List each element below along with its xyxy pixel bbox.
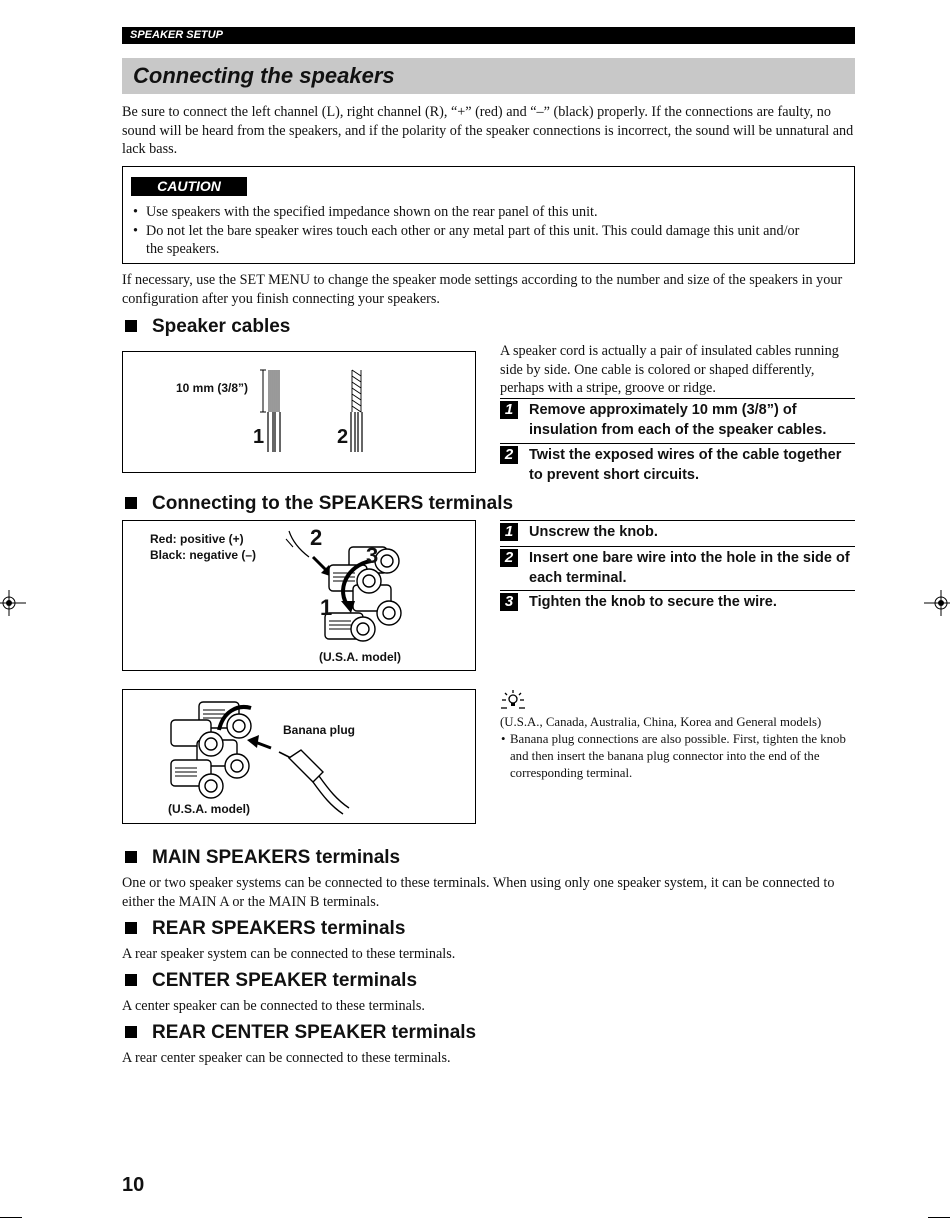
- terminal-step-1: [500, 520, 855, 545]
- caution-item: • Do not let the bare speaker wires touch each other or any metal part of this unit. This could damage this unit and/or the speakers.: [130, 222, 820, 259]
- rear-center-speaker-heading: REAR CENTER SPEAKER terminals: [122, 1021, 476, 1045]
- trim-line-right: [928, 1217, 950, 1218]
- terminal-illustration: [123, 521, 475, 670]
- center-speaker-text: A center speaker can be connected to these terminals.: [122, 998, 425, 1014]
- step-number: 2: [500, 446, 518, 464]
- section-header: SPEAKER SETUP: [122, 27, 855, 44]
- step-text: Remove approximately 10 mm (3/8”) of insulation from each of the speaker cables.: [529, 402, 827, 438]
- terminal-connection-figure: [122, 520, 476, 671]
- heading-bullet-icon: [125, 851, 137, 863]
- banana-plug-figure: [122, 689, 476, 824]
- banana-plug-label: Banana plug: [283, 723, 356, 737]
- main-speakers-heading: MAIN SPEAKERS terminals: [122, 846, 400, 870]
- step-text: Twist the exposed wires of the cable together to prevent short circuits.: [529, 447, 842, 483]
- step-number: 1: [500, 523, 518, 541]
- terminal-step-3: [500, 590, 855, 615]
- speaker-cord-description: A speaker cord is actually a pair of insulated cables running side by side. One cable is colored or shaped differently, perhaps with a stripe, groove or ridge.: [500, 343, 839, 396]
- step-text: Tighten the knob to secure the wire.: [529, 594, 777, 610]
- insulation-length-label: 10 mm (3/8”): [176, 381, 249, 395]
- step-number: 1: [500, 401, 518, 419]
- banana-note-item: • Banana plug connections are also possible. First, tighten the knob and then insert the banana plug connector into the end of the corresponding terminal.: [498, 731, 852, 782]
- banana-note-list: [498, 731, 852, 782]
- step-text: Unscrew the knob.: [529, 524, 658, 540]
- cable-illustration: [123, 352, 475, 472]
- trim-line-left: [0, 1217, 22, 1218]
- cable-1-label: 1: [253, 426, 265, 448]
- rear-speakers-heading: REAR SPEAKERS terminals: [122, 917, 405, 941]
- red-positive-label: Red: positive (+): [150, 532, 244, 546]
- heading-bullet-icon: [125, 922, 137, 934]
- black-negative-label: Black: negative (–): [150, 548, 257, 562]
- registration-mark-left: [0, 590, 26, 616]
- terminal-step-2: [500, 546, 855, 589]
- heading-bullet-icon: [125, 320, 137, 332]
- model-label: (U.S.A. model): [168, 802, 251, 816]
- center-speaker-heading: CENTER SPEAKER terminals: [122, 969, 417, 993]
- page-number: 10: [122, 1174, 145, 1196]
- heading-bullet-icon: [125, 974, 137, 986]
- terminals-heading: Connecting to the SPEAKERS terminals: [122, 492, 513, 516]
- step-text: Insert one bare wire into the hole in the side of each terminal.: [529, 550, 850, 586]
- cable-2-label: 2: [337, 426, 349, 448]
- step-number: 3: [500, 593, 518, 611]
- main-speakers-text: One or two speaker systems can be connected to these terminals. When using only one speaker system, it can be connected to either the MAIN A or the MAIN B terminals.: [122, 875, 835, 910]
- step-number: 2: [500, 549, 518, 567]
- banana-note-models: (U.S.A., Canada, Australia, China, Korea and General models): [500, 715, 822, 729]
- cable-step-2: [500, 443, 855, 488]
- registration-mark-right: [924, 590, 950, 616]
- speaker-cables-heading: Speaker cables: [122, 315, 290, 339]
- step-3-marker: 3: [366, 543, 379, 568]
- heading-bullet-icon: [125, 1026, 137, 1038]
- caution-item: • Use speakers with the specified impedance shown on the rear panel of this unit.: [130, 203, 820, 222]
- light-bulb-icon: [500, 690, 526, 710]
- caution-label: CAUTION: [131, 177, 247, 196]
- intro-paragraph: Be sure to connect the left channel (L), right channel (R), “+” (red) and “–” (black) properly. If the connections are faulty, no sound will be heard from the speakers, and if the polarity of the speaker connections is incorrect, the sound will be unnatural and lack bass.: [122, 104, 854, 157]
- model-label: (U.S.A. model): [319, 650, 402, 664]
- step-1-marker: 1: [320, 595, 333, 620]
- step-2-marker: 2: [310, 525, 323, 550]
- caution-list: [130, 203, 820, 259]
- rear-speakers-text: A rear speaker system can be connected to these terminals.: [122, 946, 456, 962]
- page-title: Connecting the speakers: [122, 58, 855, 94]
- rear-center-speaker-text: A rear center speaker can be connected to these terminals.: [122, 1050, 451, 1066]
- heading-bullet-icon: [125, 497, 137, 509]
- set-menu-paragraph: If necessary, use the SET MENU to change the speaker mode settings according to the number and size of the speakers in your configuration after you finish connecting your speakers.: [122, 272, 843, 307]
- speaker-cable-figure: [122, 351, 476, 473]
- cable-step-1: [500, 398, 855, 443]
